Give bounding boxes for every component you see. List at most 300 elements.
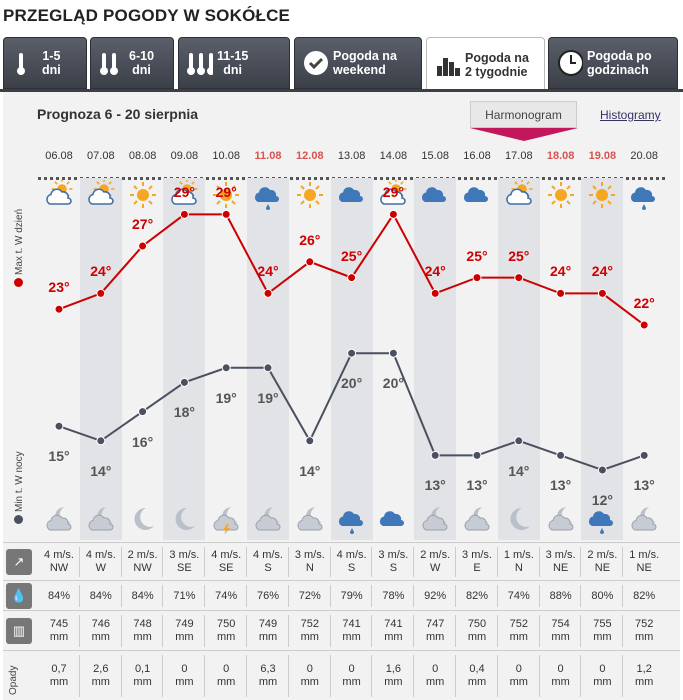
details-cell bbox=[540, 549, 582, 575]
details-value: 0 bbox=[515, 663, 522, 675]
details-cell bbox=[38, 663, 80, 689]
details-value: 71% bbox=[173, 589, 196, 602]
details-cell bbox=[205, 590, 247, 603]
details-value: 755 bbox=[593, 618, 612, 630]
tab-6-10-dni[interactable] bbox=[90, 37, 174, 89]
tab-label-line-2: weekend bbox=[333, 63, 386, 77]
column-separator bbox=[288, 655, 289, 697]
details-cell bbox=[80, 590, 122, 603]
column-separator bbox=[622, 655, 623, 697]
min-temp-label: 16° bbox=[132, 433, 154, 450]
min-temp-point bbox=[348, 349, 356, 357]
day-date: 06.08 bbox=[45, 150, 73, 162]
details-value: 84% bbox=[47, 589, 71, 602]
details-value: mm bbox=[49, 631, 69, 643]
clock-icon bbox=[557, 48, 583, 78]
day-date: 15.08 bbox=[421, 150, 449, 162]
harmonogram-active-indicator bbox=[470, 128, 578, 141]
details-cell bbox=[163, 663, 205, 689]
tab-label bbox=[129, 49, 154, 77]
details-value: NW bbox=[49, 562, 69, 574]
column-separator bbox=[162, 547, 163, 577]
min-temp-label: 14° bbox=[299, 462, 321, 479]
min-temp-label: 15° bbox=[48, 448, 70, 465]
column-separator bbox=[330, 615, 331, 647]
details-row bbox=[3, 542, 680, 580]
min-temp-point bbox=[515, 437, 523, 445]
column-separator bbox=[497, 585, 498, 607]
max-temp-label: 25° bbox=[341, 247, 363, 264]
min-temp-point bbox=[180, 378, 188, 386]
details-cell bbox=[289, 590, 331, 603]
details-row bbox=[3, 610, 680, 650]
details-value: 4 m/s. bbox=[211, 549, 242, 561]
details-value: 749 bbox=[258, 618, 278, 630]
details-value: 0,1 bbox=[134, 663, 151, 675]
min-temp-point bbox=[306, 437, 314, 445]
details-value: mm bbox=[509, 631, 528, 643]
day-date: 08.08 bbox=[128, 150, 157, 162]
column-separator bbox=[413, 655, 414, 697]
details-cell bbox=[456, 549, 498, 575]
details-value: N bbox=[305, 562, 314, 574]
details-cell bbox=[38, 590, 80, 603]
tab-label-line-2: godzinach bbox=[587, 63, 649, 77]
details-value: NW bbox=[133, 562, 152, 574]
details-cell bbox=[372, 549, 414, 575]
details-value: NE bbox=[594, 562, 611, 574]
tab-pogoda-po-godzinach[interactable] bbox=[548, 37, 678, 89]
min-temp-label: 13° bbox=[633, 477, 655, 494]
details-cell bbox=[456, 618, 498, 644]
max-temp-point bbox=[431, 289, 439, 297]
min-temp-label: 13° bbox=[550, 477, 572, 494]
column-separator bbox=[121, 655, 122, 697]
day-date: 13.08 bbox=[337, 150, 366, 162]
column-separator bbox=[288, 547, 289, 577]
min-temp-label: 19° bbox=[257, 389, 279, 406]
details-cell bbox=[80, 618, 122, 644]
day-date: 12.08 bbox=[296, 150, 324, 162]
details-value: 76% bbox=[256, 589, 280, 602]
column-separator bbox=[162, 655, 163, 697]
max-temp-point bbox=[97, 289, 105, 297]
details-value: mm bbox=[49, 676, 69, 688]
column-separator bbox=[204, 585, 205, 607]
max-temp-point bbox=[515, 274, 523, 282]
details-value: mm bbox=[426, 631, 445, 643]
min-temp-label: 13° bbox=[466, 477, 488, 494]
max-temp-label: 24° bbox=[550, 263, 572, 280]
details-cell bbox=[456, 663, 498, 689]
details-value: mm bbox=[551, 676, 570, 688]
details-cell bbox=[80, 663, 122, 689]
details-value: 82% bbox=[465, 589, 489, 602]
max-legend-dot bbox=[14, 278, 23, 287]
tab-label-line-1: Pogoda na bbox=[333, 49, 397, 63]
details-value: 3 m/s. bbox=[294, 549, 325, 561]
max-temp-point bbox=[598, 289, 606, 297]
details-value: 1 m/s. bbox=[629, 549, 660, 561]
column-separator bbox=[246, 615, 247, 647]
day-date: 18.08 bbox=[546, 150, 575, 162]
details-cell bbox=[540, 590, 582, 603]
details-cell bbox=[581, 663, 623, 689]
details-value: 72% bbox=[298, 589, 321, 602]
details-cell bbox=[247, 663, 289, 689]
max-temp-label: 27° bbox=[132, 216, 154, 232]
min-temp-point bbox=[431, 451, 439, 459]
details-value: W bbox=[95, 562, 106, 574]
day-date: 11.08 bbox=[254, 150, 282, 162]
column-separator bbox=[580, 547, 581, 577]
min-temp-point bbox=[598, 466, 606, 474]
barometer-icon: ▥ bbox=[6, 618, 32, 644]
details-value: 4 m/s. bbox=[253, 549, 283, 561]
details-value: N bbox=[514, 562, 523, 574]
column-separator bbox=[455, 655, 456, 697]
column-separator bbox=[455, 585, 456, 607]
details-value: 754 bbox=[551, 618, 570, 630]
column-separator bbox=[121, 615, 122, 647]
column-separator bbox=[288, 585, 289, 607]
details-value: 0 bbox=[306, 663, 313, 675]
details-cell bbox=[122, 618, 164, 644]
max-temp-point bbox=[264, 289, 272, 297]
column-separator bbox=[330, 585, 331, 607]
column-separator bbox=[204, 547, 205, 577]
day-date: 19.08 bbox=[588, 150, 617, 162]
details-value: mm bbox=[217, 631, 236, 643]
details-cell bbox=[414, 549, 456, 575]
details-value: 0 bbox=[599, 663, 606, 675]
details-cell bbox=[456, 590, 498, 603]
details-value: 3 m/s. bbox=[169, 549, 200, 561]
page-title: PRZEGLĄD POGODY W SOKÓŁCE bbox=[3, 6, 291, 25]
tab-label-line-1: 1-5 bbox=[42, 49, 61, 63]
details-cell bbox=[122, 549, 164, 575]
details-value: mm bbox=[593, 631, 612, 643]
min-temp-point bbox=[264, 364, 272, 372]
min-temp-point bbox=[222, 364, 230, 372]
column-separator bbox=[622, 547, 623, 577]
column-separator bbox=[204, 615, 205, 647]
details-cell bbox=[414, 663, 456, 689]
column-separator bbox=[330, 547, 331, 577]
day-date: 10.08 bbox=[212, 150, 240, 162]
details-value: mm bbox=[342, 676, 361, 688]
details-value: mm bbox=[467, 631, 487, 643]
column-separator bbox=[497, 615, 498, 647]
checkmark-icon bbox=[303, 48, 329, 78]
details-value: 2 m/s. bbox=[420, 549, 451, 561]
details-cell bbox=[289, 549, 331, 575]
tab-label bbox=[217, 49, 248, 77]
details-value: mm bbox=[300, 676, 319, 688]
column-separator bbox=[413, 547, 414, 577]
details-cell bbox=[205, 663, 247, 689]
max-temp-point bbox=[306, 258, 314, 266]
humidity-drop-icon: 💧 bbox=[6, 583, 32, 609]
details-cell bbox=[38, 549, 80, 575]
max-temp-label: 29° bbox=[215, 184, 237, 201]
histogramy-link[interactable]: Histogramy bbox=[600, 108, 661, 122]
column-separator bbox=[162, 585, 163, 607]
details-value: 752 bbox=[635, 618, 654, 630]
tab-label-line-2: 2 tygodnie bbox=[465, 64, 528, 79]
details-value: SE bbox=[218, 562, 234, 574]
tab-label bbox=[42, 49, 61, 77]
max-temp-label: 24° bbox=[257, 263, 279, 280]
tab-label-line-2: dni bbox=[132, 63, 151, 77]
details-value: 4 m/s. bbox=[85, 549, 116, 561]
details-value: 79% bbox=[340, 589, 363, 602]
column-separator bbox=[539, 585, 540, 607]
tab-label bbox=[587, 49, 652, 77]
details-value: 88% bbox=[549, 589, 572, 602]
tab-label bbox=[333, 49, 397, 77]
details-cell bbox=[623, 663, 665, 689]
max-temp-label: 25° bbox=[508, 247, 530, 264]
thermometer-1-icon bbox=[12, 48, 38, 78]
column-separator bbox=[539, 547, 540, 577]
max-temp-point bbox=[389, 210, 397, 218]
range-title: Prognoza 6 - 20 sierpnia bbox=[37, 106, 199, 122]
tab-1-5-dni[interactable] bbox=[3, 37, 87, 89]
details-value: 747 bbox=[426, 618, 445, 630]
details-cell bbox=[80, 549, 122, 575]
details-value: 74% bbox=[215, 589, 238, 602]
max-temp-point bbox=[473, 274, 481, 282]
details-value: 0 bbox=[181, 663, 188, 675]
details-row bbox=[3, 650, 680, 700]
details-cell bbox=[331, 549, 373, 575]
details-value: 0 bbox=[348, 663, 355, 675]
details-cell bbox=[247, 590, 289, 603]
column-separator bbox=[539, 615, 540, 647]
details-cell bbox=[38, 618, 80, 644]
column-separator bbox=[580, 585, 581, 607]
column-separator bbox=[246, 585, 247, 607]
column-separator bbox=[455, 615, 456, 647]
details-value: mm bbox=[384, 631, 403, 643]
max-temp-point bbox=[180, 210, 188, 218]
min-temp-point bbox=[640, 451, 648, 459]
details-cell bbox=[498, 549, 540, 575]
column-separator bbox=[79, 655, 80, 697]
details-value: 84% bbox=[131, 589, 154, 602]
column-separator bbox=[622, 585, 623, 607]
details-value: 752 bbox=[300, 618, 319, 630]
details-cell bbox=[163, 618, 205, 644]
details-value: mm bbox=[217, 676, 236, 688]
details-value: mm bbox=[91, 676, 110, 688]
details-value: 1,2 bbox=[636, 663, 652, 675]
details-value: 4 m/s. bbox=[336, 549, 367, 561]
column-separator bbox=[455, 547, 456, 577]
tab-label-line-2: dni bbox=[42, 63, 61, 77]
details-value: 2 m/s. bbox=[587, 549, 618, 561]
min-temp-point bbox=[557, 451, 565, 459]
tab-pogoda-na-weekend[interactable] bbox=[294, 37, 422, 89]
details-value: mm bbox=[258, 631, 278, 643]
day-date: 07.08 bbox=[87, 150, 115, 162]
details-value: 78% bbox=[382, 589, 405, 602]
tab-11-15-dni[interactable] bbox=[178, 37, 290, 89]
max-temp-label: 24° bbox=[90, 263, 112, 280]
min-side-label: Min t. W nocy bbox=[14, 451, 25, 512]
details-cell bbox=[581, 549, 623, 575]
min-temp-label: 18° bbox=[173, 404, 195, 421]
max-temp-label: 29° bbox=[382, 184, 404, 201]
details-cell bbox=[581, 618, 623, 644]
column-separator bbox=[580, 615, 581, 647]
details-value: mm bbox=[175, 631, 194, 643]
details-cell bbox=[372, 663, 414, 689]
details-cell bbox=[623, 590, 665, 603]
details-value: 746 bbox=[91, 618, 110, 630]
max-temp-point bbox=[348, 274, 356, 282]
details-value: SE bbox=[177, 562, 192, 574]
day-date: 09.08 bbox=[170, 150, 199, 162]
min-temp-label: 13° bbox=[424, 477, 446, 494]
thermometer-2-icon bbox=[99, 48, 125, 78]
column-separator bbox=[413, 585, 414, 607]
column-separator bbox=[121, 585, 122, 607]
details-value: 750 bbox=[467, 618, 487, 630]
details-value: 745 bbox=[49, 618, 69, 630]
details-value: 748 bbox=[133, 618, 152, 630]
tab-label-line-1: Pogoda na bbox=[465, 50, 529, 65]
column-separator bbox=[497, 547, 498, 577]
max-temp-point bbox=[222, 210, 230, 218]
details-value: S bbox=[389, 562, 398, 574]
details-cell bbox=[122, 663, 164, 689]
details-value: 752 bbox=[509, 618, 528, 630]
details-value: 2,6 bbox=[93, 663, 109, 675]
details-cell bbox=[122, 590, 164, 603]
column-separator bbox=[371, 615, 372, 647]
details-value: mm bbox=[467, 676, 487, 688]
details-value: 82% bbox=[633, 589, 656, 602]
details-value: 1,6 bbox=[385, 663, 402, 675]
details-value: mm bbox=[133, 676, 152, 688]
column-separator bbox=[162, 615, 163, 647]
column-separator bbox=[204, 655, 205, 697]
details-value: 0,4 bbox=[469, 663, 485, 675]
max-temp-label: 25° bbox=[466, 247, 488, 264]
min-temp-label: 14° bbox=[90, 462, 112, 479]
min-temp-point bbox=[97, 437, 105, 445]
details-value: mm bbox=[384, 676, 403, 688]
details-value: mm bbox=[91, 631, 110, 643]
details-cell bbox=[414, 618, 456, 644]
tab-label-line-1: Pogoda po bbox=[587, 49, 652, 63]
details-cell bbox=[372, 618, 414, 644]
details-value: 741 bbox=[384, 618, 403, 630]
min-legend-dot bbox=[14, 515, 23, 524]
details-value: mm bbox=[258, 676, 278, 688]
details-value: 3 m/s. bbox=[462, 549, 492, 561]
details-value: 6,3 bbox=[260, 663, 276, 675]
details-cell bbox=[623, 549, 665, 575]
details-value: mm bbox=[426, 676, 445, 688]
min-temp-label: 19° bbox=[215, 389, 237, 406]
column-separator bbox=[371, 585, 372, 607]
details-cell bbox=[331, 663, 373, 689]
tab-label-line-1: 6-10 bbox=[129, 49, 155, 63]
max-temp-label: 26° bbox=[299, 231, 321, 248]
column-separator bbox=[246, 547, 247, 577]
min-temp-point bbox=[55, 422, 63, 430]
details-value: 750 bbox=[217, 618, 236, 630]
details-value: 0 bbox=[557, 663, 564, 675]
details-value: mm bbox=[635, 676, 654, 688]
column-separator bbox=[330, 655, 331, 697]
tab-label-line-2: dni bbox=[223, 63, 243, 77]
column-separator bbox=[539, 655, 540, 697]
column-separator bbox=[79, 585, 80, 607]
max-temp-point bbox=[557, 289, 565, 297]
column-separator bbox=[79, 615, 80, 647]
opady-side-label: Opady bbox=[8, 665, 19, 695]
details-cell bbox=[623, 618, 665, 644]
details-cell bbox=[247, 618, 289, 644]
details-value: mm bbox=[133, 631, 152, 643]
details-value: 0,7 bbox=[51, 663, 67, 675]
column-separator bbox=[288, 615, 289, 647]
column-separator bbox=[497, 655, 498, 697]
details-cell bbox=[205, 549, 247, 575]
wind-arrow-icon: ↗ bbox=[6, 549, 32, 575]
details-value: mm bbox=[593, 676, 612, 688]
details-cell bbox=[540, 618, 582, 644]
details-cell bbox=[498, 590, 540, 603]
max-temp-label: 24° bbox=[424, 263, 446, 280]
details-cell bbox=[581, 590, 623, 603]
details-value: 84% bbox=[89, 589, 112, 602]
max-temp-label: 24° bbox=[591, 263, 613, 280]
min-temp-label: 14° bbox=[508, 462, 530, 479]
details-value: 0 bbox=[223, 663, 230, 675]
details-cell bbox=[331, 590, 373, 603]
column-separator bbox=[622, 615, 623, 647]
details-cell bbox=[372, 590, 414, 603]
details-value: 80% bbox=[591, 589, 614, 602]
details-value: NE bbox=[552, 562, 569, 574]
details-value: 2 m/s. bbox=[127, 549, 158, 561]
details-cell bbox=[331, 618, 373, 644]
details-value: S bbox=[264, 562, 272, 574]
details-cell bbox=[498, 618, 540, 644]
details-value: 3 m/s. bbox=[378, 549, 409, 561]
harmonogram-button[interactable]: Harmonogram bbox=[470, 101, 577, 128]
min-temp-label: 20° bbox=[382, 375, 404, 392]
details-value: mm bbox=[175, 676, 194, 688]
details-cell bbox=[163, 590, 205, 603]
thermometer-3-icon bbox=[187, 48, 213, 78]
details-value: mm bbox=[509, 676, 528, 688]
details-value: 4 m/s. bbox=[44, 549, 74, 561]
details-value: 74% bbox=[507, 589, 530, 602]
details-cell bbox=[205, 618, 247, 644]
max-temp-label: 22° bbox=[633, 295, 655, 311]
details-value: 0 bbox=[432, 663, 439, 675]
details-cell bbox=[540, 663, 582, 689]
min-temp-label: 20° bbox=[341, 375, 363, 392]
details-value: mm bbox=[635, 631, 654, 643]
tab-pogoda-na-2-tygodnie[interactable] bbox=[426, 37, 545, 91]
